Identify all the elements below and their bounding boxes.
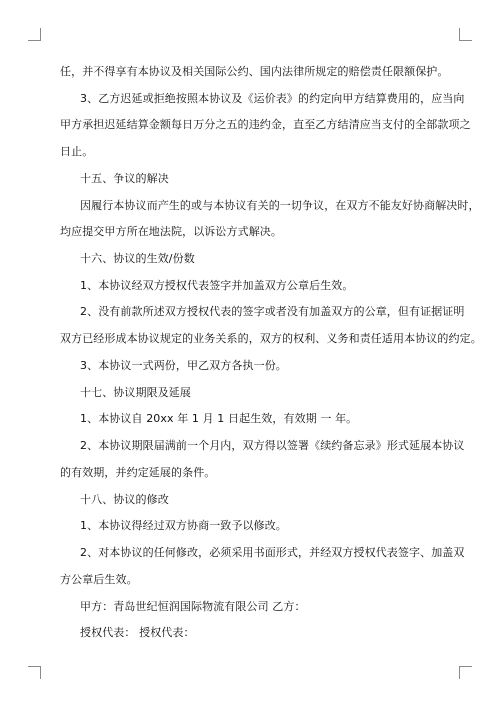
clause-2: 2、本协议期限届满前一个月内，双方得以签署《续约备忘录》形式延展本协议 xyxy=(80,439,465,452)
section-heading-15: 十五、争议的解决 xyxy=(80,172,169,185)
crop-mark-bottom-right xyxy=(459,666,472,679)
crop-mark-top-right xyxy=(459,28,472,41)
text-line: 均应提交甲方所在地法院，以诉讼方式解决。 xyxy=(60,225,282,238)
section-heading-17: 十七、协议期限及延展 xyxy=(80,386,191,399)
clause-2: 2、没有前款所述双方授权代表的签字或者没有加盖双方的公章，但有证据证明 xyxy=(80,305,465,318)
clause-3: 3、乙方迟延或拒绝按照本协议及《运价表》的约定向甲方结算费用的，应当向 xyxy=(80,92,465,105)
text-line: 因履行本协议而产生的或与本协议有关的一切争议，在双方不能友好协商解决时， xyxy=(80,199,480,212)
crop-mark-top-left xyxy=(28,28,41,41)
text-line: 方公章后生效。 xyxy=(60,573,138,586)
text-line: 双方已经形成本协议规定的业务关系的，双方的权利、义务和责任适用本协议的约定。 xyxy=(60,332,482,345)
clause-1: 1、本协议得经过双方协商一致予以修改。 xyxy=(80,519,287,532)
text-line: 日止。 xyxy=(60,145,94,158)
crop-mark-bottom-left xyxy=(28,666,41,679)
clause-2: 2、对本协议的任何修改，必须采用书面形式，并经双方授权代表签字、加盖双 xyxy=(80,546,465,559)
text-line: 任，并不得享有本协议及相关国际公约、国内法律所规定的赔偿责任限额保护。 xyxy=(60,65,449,78)
section-heading-18: 十八、协议的修改 xyxy=(80,493,169,506)
clause-1: 1、本协议自 20xx 年 1 月 1 日起生效，有效期 一 年。 xyxy=(80,412,358,425)
text-line: 的有效期，并约定延展的条件。 xyxy=(60,466,216,479)
section-heading-16: 十六、协议的生效/份数 xyxy=(80,252,195,265)
clause-3: 3、本协议一式两份，甲乙双方各执一份。 xyxy=(80,359,287,372)
clause-1: 1、本协议经双方授权代表签字并加盖双方公章后生效。 xyxy=(80,279,354,292)
signature-line: 授权代表： 授权代表： xyxy=(80,626,195,639)
text-line: 甲方承担迟延结算金额每日万分之五的违约金，直至乙方结清应当支付的全部款项之 xyxy=(60,118,471,131)
party-line: 甲方：青岛世纪恒润国际物流有限公司 乙方： xyxy=(80,600,306,613)
